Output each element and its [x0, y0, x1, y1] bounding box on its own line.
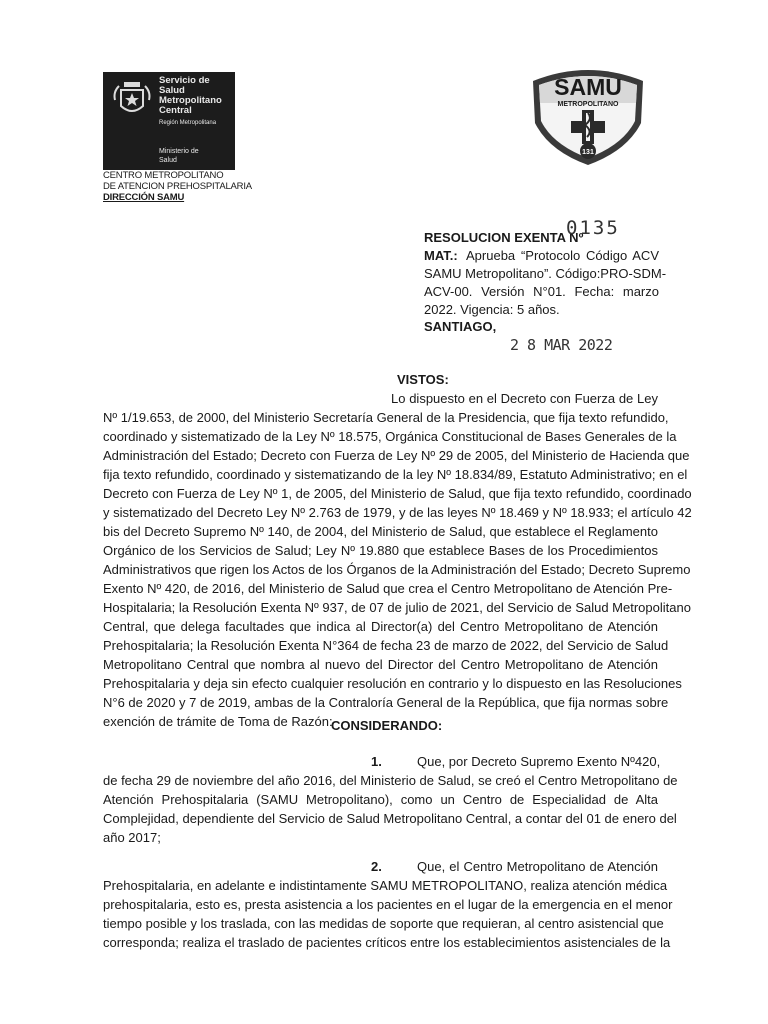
mat-text-line: 2022. Vigencia: 5 años.	[424, 302, 560, 317]
text-line	[103, 857, 658, 876]
city-label: SANTIAGO,	[424, 319, 497, 334]
text-line: Atención Prehospitalaria (SAMU Metropolitano), como un Centro de Especialidad de Alta	[103, 792, 658, 807]
text-line: N°6 de 2020 y 7 de 2019, ambas de la Contraloría General de la República, que fija normas sobre	[103, 695, 669, 710]
text-line: año 2017;	[103, 830, 161, 845]
text-line: bis del Decreto Supremo Nº 140, de 2004, del Ministerio de Salud, que establece el Reglamento	[103, 524, 658, 539]
considerando-heading: CONSIDERANDO:	[331, 718, 443, 733]
samu-logo-subtitle: METROPOLITANO	[557, 101, 619, 108]
mat-label: MAT.:	[424, 248, 458, 263]
text-line: coordinado y sistematizado de la Ley Nº 18.575, Orgánica Constitucional de Bases Generales de la	[103, 429, 677, 444]
text-line: Decreto con Fuerza de Ley Nº 1, de 2005, del Ministerio de Salud, que fija texto refundido, coordinado	[103, 486, 692, 501]
text-line	[103, 752, 661, 771]
item-text: Que, por Decreto Supremo Exento Nº420,	[417, 754, 661, 769]
center-name-line: DE ATENCION PREHOSPITALARIA	[103, 181, 252, 192]
text-line: Metropolitano Central que nombra al nuevo del Director del Centro Metropolitano de Atención	[103, 657, 658, 672]
text-line: Administrativos que rigen los Actos de los Órganos de la Administración del Estado; Decreto Supremo	[103, 562, 691, 577]
text-line: prehospitalaria, esto es, presta asistencia a los pacientes en el lugar de la emergencia en el menor	[103, 897, 673, 912]
logo-ministry-text: Salud	[159, 157, 177, 164]
text-line: Nº 1/19.653, de 2000, del Ministerio Secretaría General de la Presidencia, que fija texto refundido,	[103, 410, 669, 425]
mat-text-line: SAMU Metropolitano”. Código:PRO-SDM-	[424, 266, 667, 281]
center-name-line: CENTRO METROPOLITANO	[103, 170, 224, 181]
text-line: Hospitalaria; la Resolución Exenta Nº 937, de 07 de julio de 2021, del Servicio de Salud Metropolitano	[103, 600, 691, 615]
item-text: Que, el Centro Metropolitano de Atención	[417, 859, 658, 874]
logo-text-line: Servicio de	[159, 75, 210, 86]
text-line: Orgánico de los Servicios de Salud; Ley Nº 19.880 que establece Bases de los Procedimientos	[103, 543, 658, 558]
text-line: Prehospitalaria; la Resolución Exenta N°364 de fecha 23 de marzo de 2022, del Servicio de Salud	[103, 638, 669, 653]
text-line: y sistematizado del Decreto Ley Nº 2.763 de 1979, y de las leyes Nº 18.469 y Nº 18.933; el artículo 42	[103, 505, 692, 520]
text-line: Lo dispuesto en el Decreto con Fuerza de Ley	[391, 391, 658, 406]
item-number: 1.	[371, 754, 382, 769]
logo-region-text: Región Metropolitana	[159, 120, 217, 126]
resolution-title: RESOLUCION EXENTA Nº	[424, 230, 584, 245]
samu-logo-number: 131	[582, 149, 594, 156]
chile-coat-of-arms-icon	[111, 76, 153, 120]
logo-text-line: Salud	[159, 85, 185, 96]
mat-text-line: Aprueba “Protocolo Código ACV	[466, 248, 659, 263]
considerando-item-1	[103, 752, 678, 847]
item-number: 2.	[371, 859, 382, 874]
text-line: Prehospitalaria y deja sin efecto cualquier resolución en contrario y lo dispuesto en las Resoluciones	[103, 676, 682, 691]
mat-text-line: ACV-00. Versión N°01. Fecha: marzo	[424, 284, 659, 299]
text-line: Complejidad, dependiente del Servicio de Salud Metropolitano Central, a contar del 01 de enero del	[103, 811, 677, 826]
text-line: fija texto refundido, coordinado y sistematizando de la ley Nº 18.834/89, Estatuto Administrativo; en el	[103, 467, 688, 482]
logo-text-line: Metropolitano	[159, 95, 222, 106]
samu-logo-title: SAMU	[554, 74, 622, 100]
text-line: Exento Nº 420, de 2016, del Ministerio de Salud que crea el Centro Metropolitano de Atención Pre-	[103, 581, 673, 596]
vistos-paragraph	[103, 389, 692, 731]
text-line: corresponda; realiza el traslado de pacientes críticos entre los establecimientos asistenciales de la	[103, 935, 671, 950]
text-line: exención de trámite de Toma de Razón:	[103, 714, 333, 729]
considerando-item-2	[103, 857, 673, 952]
date-stamp: 2 8 MAR 2022	[510, 336, 613, 354]
logo-text-line: Central	[159, 105, 192, 116]
text-line: Prehospitalaria, en adelante e indistintamente SAMU METROPOLITANO, realiza atención médica	[103, 878, 668, 893]
text-line: Central, que delega facultades que indica al Director(a) del Centro Metropolitano de Atención	[103, 619, 658, 634]
logo-ministry-text: Ministerio de	[159, 148, 199, 155]
servicio-salud-logo	[103, 72, 235, 170]
vistos-heading: VISTOS:	[397, 372, 449, 387]
direction-label: DIRECCIÓN SAMU	[103, 192, 185, 203]
text-line: Administración del Estado; Decreto con Fuerza de Ley Nº 29 de 2005, del Ministerio de Hacienda que	[103, 448, 690, 463]
resolution-number-stamp: 0135	[566, 217, 620, 239]
text-line: de fecha 29 de noviembre del año 2016, del Ministerio de Salud, se creó el Centro Metropolitano de	[103, 773, 678, 788]
text-line: tiempo posible y los traslada, con las medidas de soporte que requieran, al centro asistencial que	[103, 916, 664, 931]
samu-metropolitano-logo	[527, 65, 649, 165]
